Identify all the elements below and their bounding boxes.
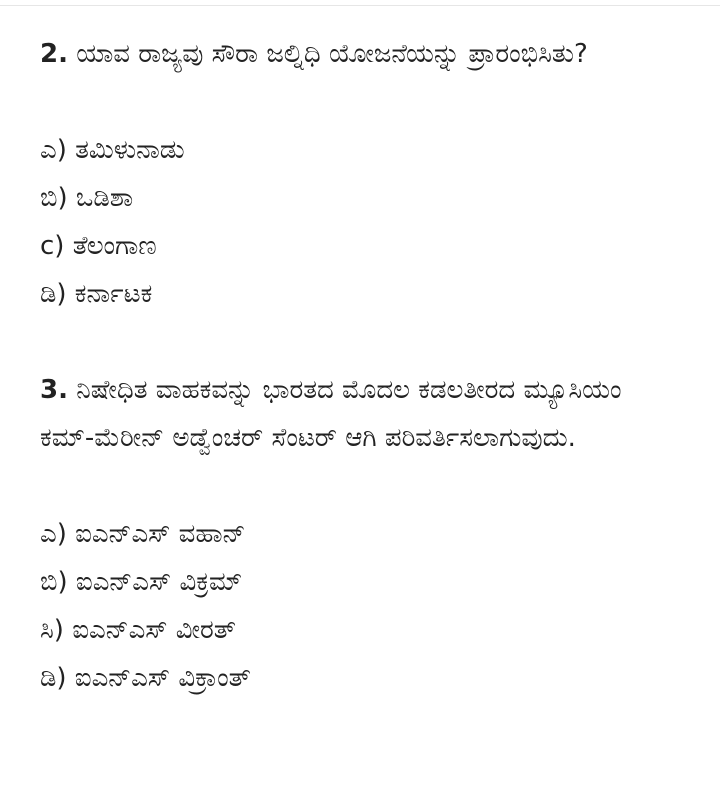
option-c: ಸಿ) ಐಎನ್ಎಸ್ ವೀರತ್ [40, 615, 237, 645]
question-number: 3. [40, 375, 68, 405]
question-body: ಯಾವ ರಾಜ್ಯವು ಸೌರಾ ಜಲ್ನಿಧಿ ಯೋಜನೆಯನ್ನು ಪ್ರಾರಂಭಿಸಿತು? [76, 39, 588, 69]
spacer [40, 318, 680, 366]
question-3 [40, 366, 680, 702]
option-d: ಡಿ) ಕರ್ನಾಟಕ [40, 279, 153, 309]
question-body: ನಿಷೇಧಿತ ವಾಹಕವನ್ನು ಭಾರತದ ಮೊದಲ ಕಡಲತೀರದ ಮ್ಯೂಸಿಯಂ ಕಮ್-ಮೆರೀನ್ ಅಡ್ವೆಂಚರ್ ಸೆಂಟರ್ ಆಗಿ ಪರಿವರ್ತಿಸಲಾಗುವುದು. [40, 375, 622, 453]
option-c: c) ತೆಲಂಗಾಣ [40, 231, 157, 261]
option-a: ಎ) ತಮಿಳುನಾಡು [40, 135, 185, 165]
question-2 [40, 30, 680, 318]
option-b: ಬಿ) ಒಡಿಶಾ [40, 183, 134, 213]
question-number: 2. [40, 39, 68, 69]
options-list [40, 510, 680, 702]
question-text [40, 30, 680, 78]
quiz-content [40, 30, 680, 702]
top-divider [0, 5, 720, 6]
option-a: ಎ) ಐಎನ್ಎಸ್ ವಹಾನ್ [40, 519, 246, 549]
option-b: ಬಿ) ಐಎನ್ಎಸ್ ವಿಕ್ರಮ್ [40, 567, 243, 597]
question-text [40, 366, 680, 462]
options-list [40, 126, 680, 318]
option-d: ಡಿ) ಐಎನ್ಎಸ್ ವಿಕ್ರಾಂತ್ [40, 663, 251, 693]
spacer [40, 78, 680, 126]
spacer [40, 462, 680, 510]
